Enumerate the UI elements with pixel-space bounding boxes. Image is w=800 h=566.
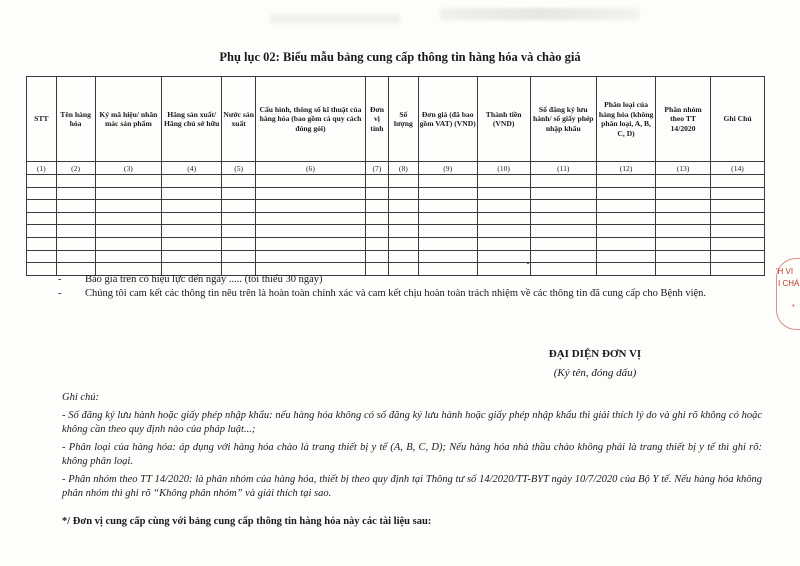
table-cell xyxy=(222,200,256,213)
table-cell xyxy=(95,212,162,225)
table-cell xyxy=(27,237,57,250)
column-number: (12) xyxy=(597,162,656,175)
note-item: - Số đăng ký lưu hành hoặc giấy phép nhập khẩu: nếu hàng hóa không có số đăng ký lưu hành hoặc giấy phép nhập khẩu thì giải thích lý do và ghi rõ không có hoặc không cần theo quy định nào của pháp luật...; xyxy=(62,409,762,435)
ink-dot xyxy=(527,262,529,264)
table-cell xyxy=(656,237,711,250)
column-header: Hãng sản xuất/ Hãng chủ sở hữu xyxy=(162,77,222,162)
table-cell xyxy=(656,212,711,225)
table-cell xyxy=(711,187,765,200)
column-header: Đơn giá (đã bao gồm VAT) (VND) xyxy=(418,77,477,162)
table-cell xyxy=(656,187,711,200)
table-cell xyxy=(597,250,656,263)
table-cell xyxy=(222,175,256,188)
column-header: Nước sản xuất xyxy=(222,77,256,162)
column-number: (13) xyxy=(656,162,711,175)
table-cell xyxy=(597,237,656,250)
table-cell xyxy=(256,212,366,225)
table-cell xyxy=(95,237,162,250)
table-cell xyxy=(365,200,388,213)
table-cell xyxy=(389,237,419,250)
red-stamp-fragment xyxy=(770,258,800,328)
table-cell xyxy=(477,250,530,263)
table-cell xyxy=(256,250,366,263)
note-item: - Phân loại của hàng hóa: áp dụng với hàng hóa chào là trang thiết bị y tế (A, B, C, D); Nếu hàng hóa nhà thầu chào không phải là trang thiết bị y tế thì ghi rõ: không phân loại. xyxy=(62,441,762,467)
stamp-star-icon: * xyxy=(792,304,795,311)
column-number-row xyxy=(27,162,765,175)
table-cell xyxy=(162,200,222,213)
table-cell xyxy=(222,225,256,238)
table-cell xyxy=(56,237,95,250)
table-row xyxy=(27,225,765,238)
column-header: Cấu hình, thông số kĩ thuật của hàng hóa (bao gồm cả quy cách đóng gói) xyxy=(256,77,366,162)
column-number: (8) xyxy=(389,162,419,175)
page-title: Phụ lục 02: Biểu mẫu bảng cung cấp thông tin hàng hóa và chào giá xyxy=(219,50,581,64)
table-cell xyxy=(418,187,477,200)
table-cell xyxy=(27,187,57,200)
table-row xyxy=(27,200,765,213)
table-cell xyxy=(530,225,597,238)
column-number: (6) xyxy=(256,162,366,175)
table-cell xyxy=(365,187,388,200)
table-cell xyxy=(530,187,597,200)
table-cell xyxy=(95,175,162,188)
table-cell xyxy=(418,225,477,238)
column-header: Tên hàng hóa xyxy=(56,77,95,162)
column-number: (9) xyxy=(418,162,477,175)
table-cell xyxy=(711,225,765,238)
commitment-note: Chúng tôi cam kết các thông tin nêu trên là hoàn toàn chính xác và cam kết chịu hoàn toàn trách nhiệm về các thông tin đã cung cấp cho Bệnh viện. xyxy=(85,288,707,299)
notes-section xyxy=(62,391,762,505)
stamp-text: 'H VI xyxy=(776,267,794,276)
table-cell xyxy=(162,225,222,238)
table-cell xyxy=(656,250,711,263)
validity-note: Báo giá trên có hiệu lực đến ngày ..... (tối thiểu 30 ngày) xyxy=(85,274,323,285)
column-number: (10) xyxy=(477,162,530,175)
table-cell xyxy=(597,187,656,200)
table-cell xyxy=(27,175,57,188)
stamp-text: I CHÁ xyxy=(778,279,800,288)
table-cell xyxy=(530,200,597,213)
table-cell xyxy=(27,200,57,213)
table-cell xyxy=(597,200,656,213)
table-cell xyxy=(477,175,530,188)
table-cell xyxy=(477,212,530,225)
column-header: Phân nhóm theo TT 14/2020 xyxy=(656,77,711,162)
commitment-list xyxy=(58,273,768,301)
table-cell xyxy=(256,225,366,238)
table-cell xyxy=(656,175,711,188)
list-item: - Báo giá trên có hiệu lực đến ngày ..... (tối thiểu 30 ngày) xyxy=(58,274,323,285)
table-cell xyxy=(56,212,95,225)
table-cell xyxy=(418,212,477,225)
table-cell xyxy=(162,187,222,200)
table-cell xyxy=(389,212,419,225)
table-cell xyxy=(56,175,95,188)
table-cell xyxy=(222,187,256,200)
table-cell xyxy=(418,250,477,263)
table-cell xyxy=(477,187,530,200)
table-cell xyxy=(365,237,388,250)
table-cell xyxy=(256,200,366,213)
table-row xyxy=(27,237,765,250)
table-cell xyxy=(389,187,419,200)
table-cell xyxy=(256,187,366,200)
table-cell xyxy=(162,175,222,188)
table-cell xyxy=(162,212,222,225)
column-number: (14) xyxy=(711,162,765,175)
table-cell xyxy=(256,237,366,250)
table-cell xyxy=(597,225,656,238)
table-cell xyxy=(389,175,419,188)
table-cell xyxy=(477,200,530,213)
note-item: - Phân nhóm theo TT 14/2020: là phân nhóm của hàng hóa, thiết bị theo quy định tại Thông tư số 14/2020/TT-BYT ngày 10/7/2020 của Bộ Y tế. Nếu hàng hóa không phân nhóm thì ghi rõ “Không phân nhóm” và giải thích tại sao. xyxy=(62,473,762,499)
table-cell xyxy=(27,263,57,276)
column-header: Ký mã hiệu/ nhãn mác sản phẩm xyxy=(95,77,162,162)
column-header: Số lượng xyxy=(389,77,419,162)
table-row xyxy=(27,175,765,188)
table-cell xyxy=(95,187,162,200)
table-cell xyxy=(389,250,419,263)
table-cell xyxy=(222,212,256,225)
table-cell xyxy=(711,237,765,250)
table-cell xyxy=(418,200,477,213)
table-cell xyxy=(56,200,95,213)
table-cell xyxy=(95,250,162,263)
column-header: Ghi Chú xyxy=(711,77,765,162)
table-cell xyxy=(418,175,477,188)
table-cell xyxy=(162,237,222,250)
table-cell xyxy=(56,250,95,263)
table-cell xyxy=(162,250,222,263)
column-header: Thành tiền (VND) xyxy=(477,77,530,162)
table-cell xyxy=(389,225,419,238)
table-cell xyxy=(95,225,162,238)
table-cell xyxy=(27,250,57,263)
notes-heading: Ghi chú: xyxy=(62,392,100,403)
table-cell xyxy=(365,250,388,263)
table-cell xyxy=(477,237,530,250)
table-cell xyxy=(418,237,477,250)
signature-title: ĐẠI DIỆN ĐƠN VỊ xyxy=(548,348,642,360)
table-cell xyxy=(365,175,388,188)
table-cell xyxy=(530,237,597,250)
table-cell xyxy=(365,225,388,238)
table-cell xyxy=(597,175,656,188)
attachments-heading: */ Đơn vị cung cấp cùng với bảng cung cấp thông tin hàng hóa này các tài liệu sau: xyxy=(62,516,432,527)
table-cell xyxy=(222,250,256,263)
table-cell xyxy=(27,212,57,225)
column-number: (2) xyxy=(56,162,95,175)
table-cell xyxy=(95,200,162,213)
column-number: (7) xyxy=(365,162,388,175)
table-cell xyxy=(597,212,656,225)
table-cell xyxy=(656,225,711,238)
table-cell xyxy=(530,212,597,225)
product-info-table xyxy=(26,76,765,276)
table-cell xyxy=(256,175,366,188)
table-cell xyxy=(56,225,95,238)
column-header: STT xyxy=(27,77,57,162)
table-cell xyxy=(711,250,765,263)
table-cell xyxy=(365,212,388,225)
table-cell xyxy=(656,200,711,213)
table-cell xyxy=(711,175,765,188)
column-number: (3) xyxy=(95,162,162,175)
table-cell xyxy=(530,175,597,188)
table-row xyxy=(27,187,765,200)
table-row xyxy=(27,250,765,263)
signature-subtitle: (Ký tên, đóng dấu) xyxy=(553,367,637,379)
faded-header-mark xyxy=(440,8,640,20)
table-header-row xyxy=(27,77,765,162)
column-number: (5) xyxy=(222,162,256,175)
table-cell xyxy=(27,225,57,238)
column-header: Phân loại của hàng hóa (không phân loại, A, B, C, D) xyxy=(597,77,656,162)
column-number: (11) xyxy=(530,162,597,175)
table-cell xyxy=(711,212,765,225)
table-cell xyxy=(389,200,419,213)
column-number: (4) xyxy=(162,162,222,175)
column-number: (1) xyxy=(27,162,57,175)
table-cell xyxy=(530,250,597,263)
list-item: - Chúng tôi cam kết các thông tin nêu trên là hoàn toàn chính xác và cam kết chịu hoàn toàn trách nhiệm về các thông tin đã cung cấp cho Bệnh viện. xyxy=(58,288,707,299)
table-cell xyxy=(477,225,530,238)
column-header: Đơn vị tính xyxy=(365,77,388,162)
table-cell xyxy=(222,237,256,250)
table-cell xyxy=(56,187,95,200)
table-cell xyxy=(711,200,765,213)
column-header: Số đăng ký lưu hành/ số giấy phép nhập khẩu xyxy=(530,77,597,162)
faded-header-mark xyxy=(270,14,400,24)
table-row xyxy=(27,212,765,225)
